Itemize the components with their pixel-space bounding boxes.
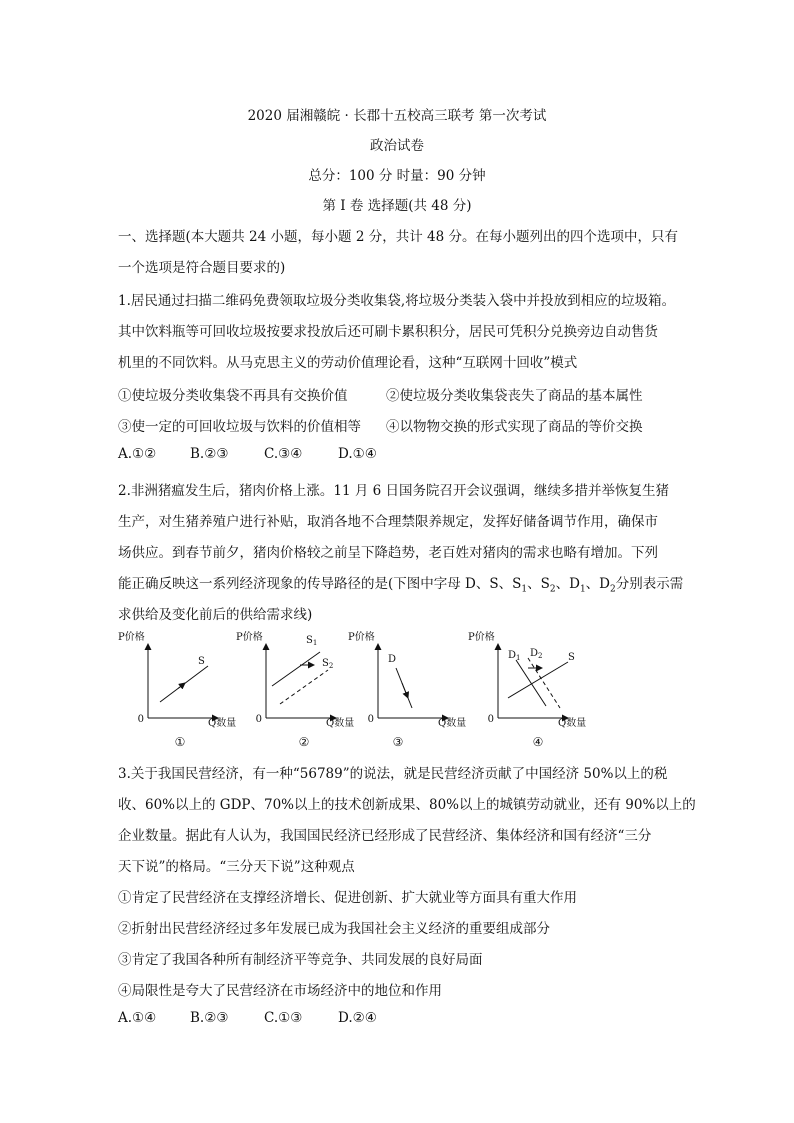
- graph-1-xlabel: Q数量: [208, 718, 237, 729]
- q1-choice-d[interactable]: D.①④: [338, 446, 377, 462]
- graph-1: [118, 630, 236, 749]
- graph-1-ylabel: P价格: [118, 632, 145, 643]
- q1-choice-c[interactable]: C.③④: [264, 446, 303, 462]
- graph-2-number: ②: [298, 735, 310, 749]
- exam-subject: 政治试卷: [370, 138, 424, 154]
- graph-2-ylabel: P价格: [236, 632, 263, 643]
- instructions-line-2: 一个选项是符合题目要求的): [118, 260, 286, 276]
- q3-choice-c[interactable]: C.①③: [264, 1010, 303, 1026]
- graph-1-number: ①: [174, 735, 186, 749]
- graph-3: [348, 630, 466, 749]
- q3-choice-b[interactable]: B.②③: [190, 1010, 229, 1026]
- q3-statement-3: ③肯定了我国各种所有制经济平等竞争、共同发展的良好局面: [118, 952, 483, 968]
- graph-4-xlabel: Q数量: [558, 718, 587, 729]
- q2-stem-line-5: 求供给及变化前后的供给需求线): [118, 607, 313, 623]
- graph-2-label-s1: $S_1$: [306, 635, 318, 647]
- q1-stem-line-1: 1.居民通过扫描二维码免费领取垃圾分类收集袋,将垃圾分类装入袋中并投放到相应的垃圾箱。: [118, 293, 676, 309]
- q2-stem-line-1: 2.非洲猪瘟发生后，猪肉价格上涨。11 月 6 日国务院召开会议强调，继续多措并举恢复生猪: [118, 483, 670, 499]
- graph-3-xlabel: Q数量: [438, 718, 467, 729]
- q3-choice-a[interactable]: A.①④: [118, 1010, 157, 1026]
- q1-statements-row-1: [118, 384, 643, 404]
- exam-title: 2020 届湘赣皖 · 长郡十五校高三联考 第一次考试: [247, 108, 547, 124]
- instructions-line-1: 一、选择题(本大题共 24 小题，每小题 2 分，共计 48 分。在每小题列出的四个选项中，只有: [118, 229, 678, 245]
- q3-choice-d[interactable]: D.②④: [338, 1010, 377, 1026]
- q3-choices: [118, 1010, 377, 1026]
- graph-4-ylabel: P价格: [468, 632, 495, 643]
- graph-1-label-s: S: [198, 656, 205, 667]
- q1-choices: [118, 446, 377, 462]
- q1-statement-1: ①使垃圾分类收集袋不再具有交换价值: [118, 388, 348, 404]
- graph-3-ylabel: P价格: [348, 632, 375, 643]
- graph-3-label-d: D: [388, 654, 397, 665]
- graph-4: [468, 630, 586, 749]
- q1-statement-4: ④以物物交换的形式实现了商品的等价交换: [386, 419, 643, 435]
- graph-2-label-s2: $S_2$: [322, 658, 334, 670]
- q2-stem-line-2: 生产，对生猪养殖户进行补贴，取消各地不合理禁限养规定，发挥好储备调节作用，确保市: [118, 514, 658, 530]
- q2-stem-line-4: 能正确反映这一系列经济现象的传导路径的是(下图中字母 D、S、$S_1$、$S_2$、$D_1$、$D_2$分别表示需: [118, 576, 684, 595]
- section-title: 第 I 卷 选择题(共 48 分): [322, 198, 472, 214]
- q1-choice-a[interactable]: A.①②: [118, 446, 157, 462]
- q3-statement-2: ②折射出民营经济经过多年发展已成为我国社会主义经济的重要组成部分: [118, 921, 550, 937]
- graph-2-origin: 0: [255, 714, 262, 725]
- graph-2-xlabel: Q数量: [326, 718, 355, 729]
- q3-stem-line-4: 天下说”的格局。“三分天下说”这种观点: [118, 859, 355, 875]
- graph-2: [236, 630, 354, 749]
- q1-statements-row-2: [118, 415, 643, 435]
- graph-3-number: ③: [392, 735, 404, 749]
- graph-4-label-d1: $D_1$: [508, 650, 521, 662]
- q3-stem-line-3: 企业数量。据此有人认为，我国国民经济已经形成了民营经济、集体经济和国有经济“三分: [118, 828, 652, 844]
- q3-statement-1: ①肯定了民营经济在支撑经济增长、促进创新、扩大就业等方面具有重大作用: [118, 890, 577, 906]
- graph-4-label-d2: $D_2$: [530, 648, 543, 660]
- q3-stem-line-1: 3.关于我国民营经济，有一种“56789”的说法，就是民营经济贡献了中国经济 50%以上的税: [118, 766, 668, 782]
- q1-stem-line-3: 机里的不同饮料。从马克思主义的劳动价值理论看，这种“互联网十回收”模式: [118, 355, 578, 371]
- graph-4-number: ④: [532, 735, 544, 749]
- q2-graphs: [118, 628, 678, 750]
- q3-stem-line-2: 收、60%以上的 GDP、70%以上的技术创新成果、80%以上的城镇劳动就业，还有 90%以上的: [118, 797, 696, 813]
- q3-statement-4: ④局限性是夸大了民营经济在市场经济中的地位和作用: [118, 983, 442, 999]
- graph-3-origin: 0: [367, 714, 374, 725]
- q1-statement-2: ②使垃圾分类收集袋丧失了商品的基本属性: [386, 388, 643, 404]
- graph-1-origin: 0: [137, 714, 144, 725]
- q1-statement-3: ③使一定的可回收垃圾与饮料的价值相等: [118, 419, 361, 435]
- exam-meta: 总分：100 分 时量：90 分钟: [308, 168, 486, 184]
- q1-choice-b[interactable]: B.②③: [190, 446, 229, 462]
- graph-4-label-s: S: [568, 652, 575, 663]
- graph-4-origin: 0: [487, 714, 494, 725]
- q2-graph-diagrams: [118, 628, 678, 752]
- q1-stem-line-2: 其中饮料瓶等可回收垃圾按要求投放后还可刷卡累积积分，居民可凭积分兑换旁边自动售货: [118, 324, 658, 340]
- q2-stem-line-3: 场供应。到春节前夕，猪肉价格较之前呈下降趋势，老百姓对猪肉的需求也略有增加。下列: [118, 545, 658, 561]
